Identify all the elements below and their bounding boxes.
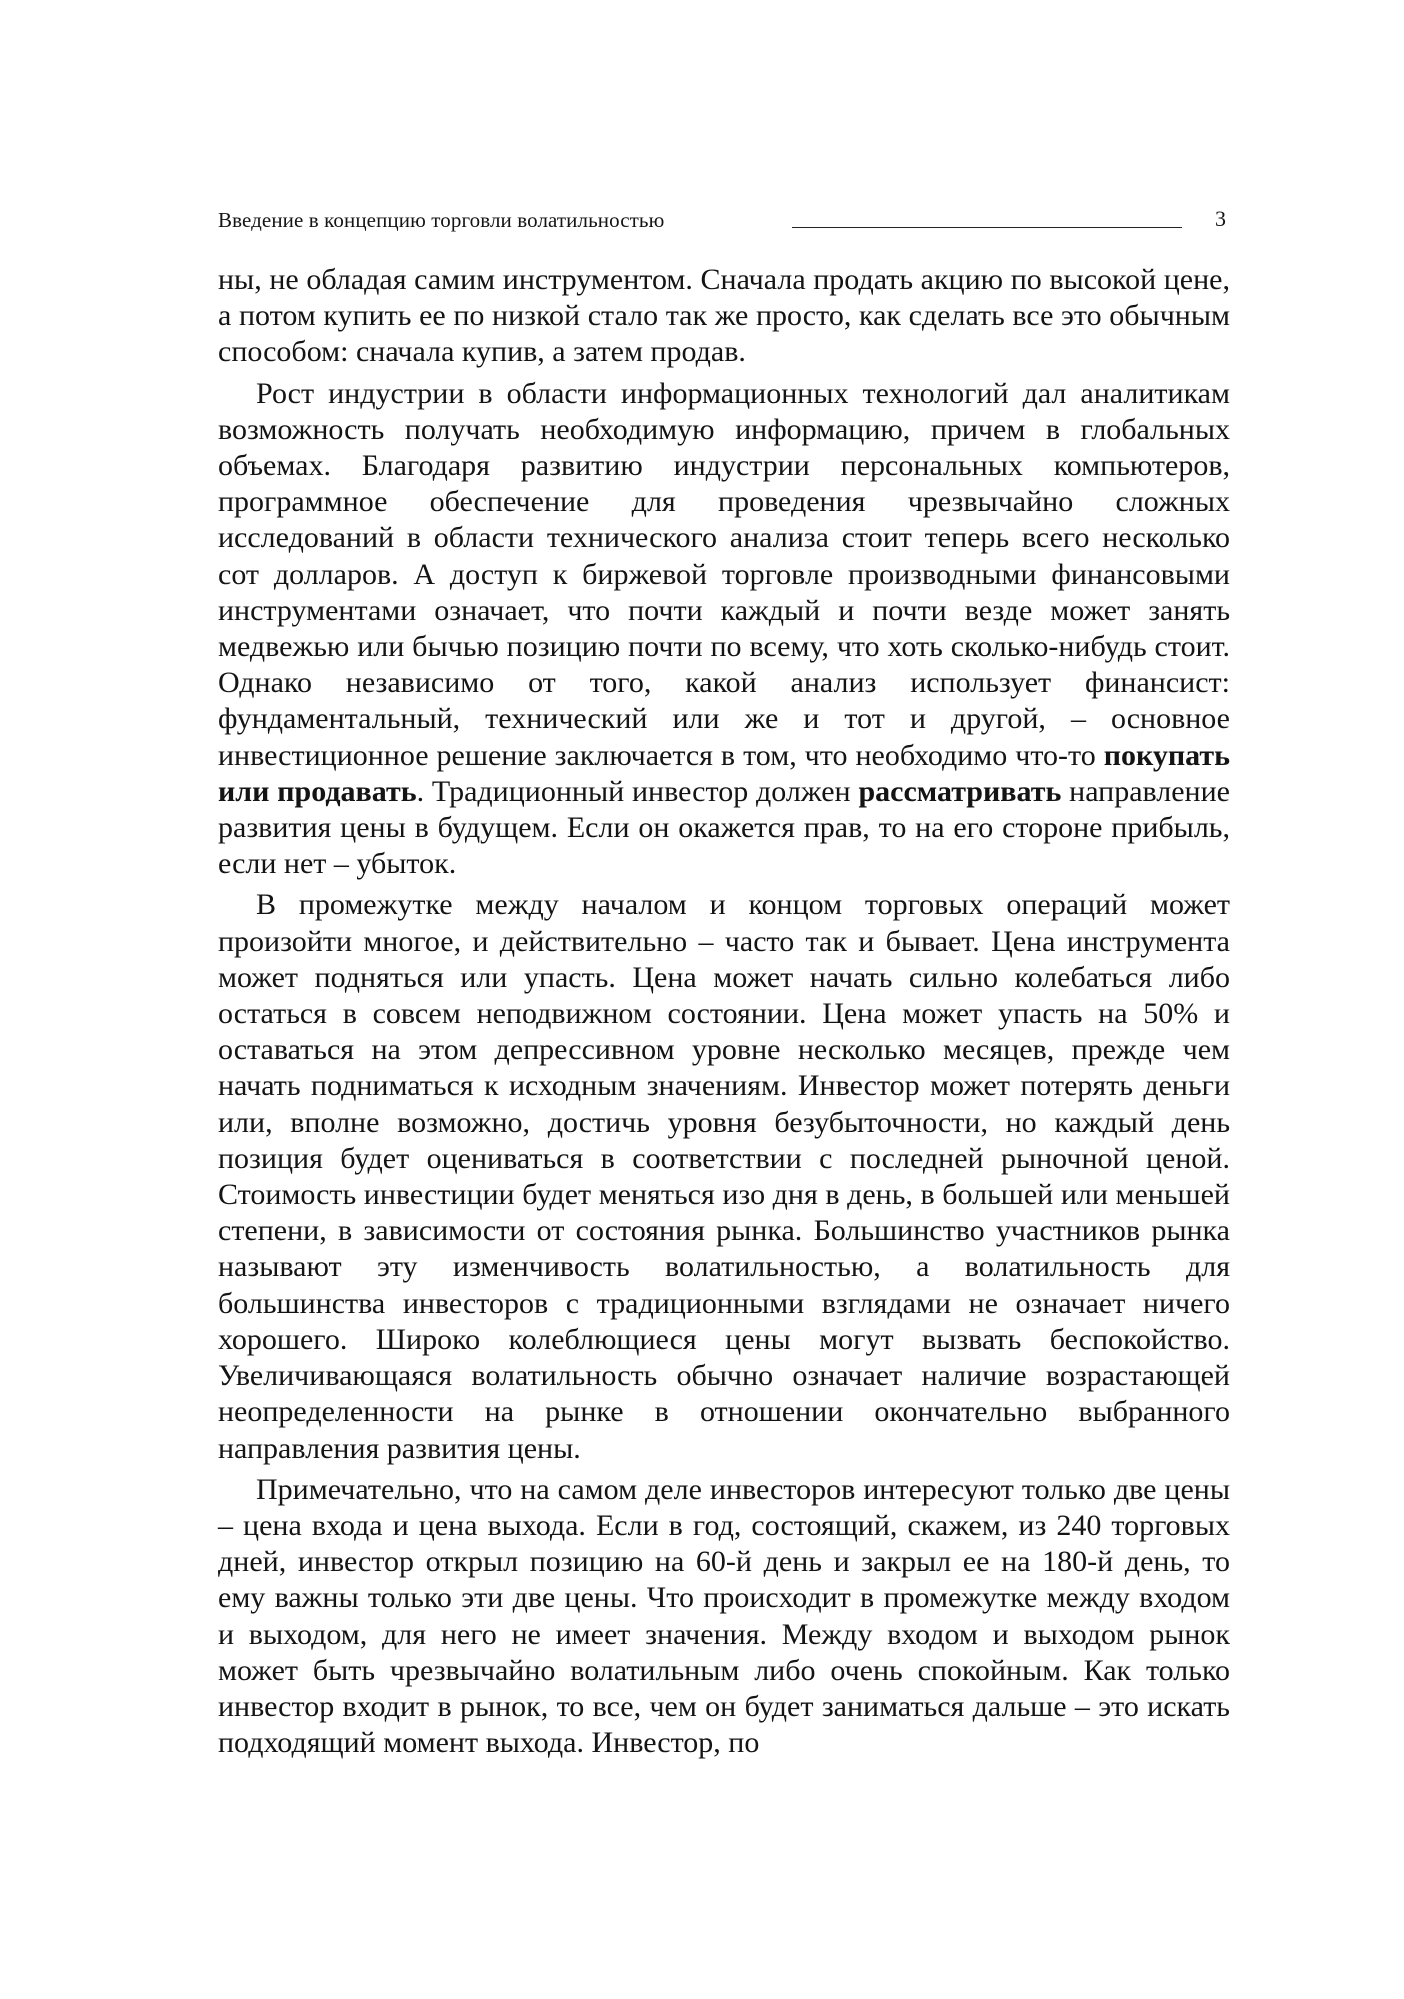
paragraph-2 [218,376,1230,883]
running-header [218,204,1230,238]
page-number: 3 [1215,206,1226,231]
paragraph-4: Примечательно, что на самом деле инвесторов интересуют только две цены – цена входа и цена выхода. Если в год, состоящий, скажем, из 240 торговых дней, инвестор открыл позицию на 60-й день и закрыл ее на 180-й день, то ему важны только эти две цены. Что происходит в промежутке между входом и выходом, для него не имеет значения. Между входом и выходом рынок может быть чрезвычайно волатильным либо очень спокойным. Как только инвестор входит в рынок, то все, чем он будет заниматься дальше – это искать подходящий момент выхода. Инвестор, по [218,1472,1230,1760]
header-rule [792,227,1182,228]
paragraph-1: ны, не обладая самим инструментом. Сначала продать акцию по высокой цене, а потом купить ее по низкой стало так же просто, как сделать все это обычным способом: сначала купив, а затем продав. [218,263,1230,369]
bold-phrase-consider: рассматривать [858,774,1062,808]
bold-phrase-buy-or-sell: покупать или продавать [218,738,1230,808]
paragraph-2-text-b: . Традиционный инвестор должен [416,774,859,808]
paragraph-2-text-a: Рост индустрии в области информационных технологий дал аналитикам возможность получать необходимую информацию, причем в глобальных объемах. Благодаря развитию индустрии персональных компьютеров, программное обеспечение для проведения чрезвычайно сложных исследований в области технического анализа стоит теперь всего несколько сот долларов. А доступ к биржевой торговле производными финансовыми инструментами означает, что почти каждый и почти везде может занять медвежью или бычью позицию почти по всему, что хоть сколько-нибудь стоит. Однако независимо от того, какой анализ использует финансист: фундаментальный, технический или же и тот и другой, – основное инвестиционное решение заключается в том, что необходимо что-то [218,376,1230,772]
paragraph-3: В промежутке между началом и концом торговых операций может произойти многое, и действительно – часто так и бывает. Цена инструмента может подняться или упасть. Цена может начать сильно колебаться либо остаться в совсем неподвижном состоянии. Цена может упасть на 50% и оставаться на этом депрессивном уровне несколько месяцев, прежде чем начать подниматься к исходным значениям. Инвестор может потерять деньги или, вполне возможно, достичь уровня безубыточности, но каждый день позиция будет оцениваться в соответствии с последней рыночной ценой. Стоимость инвестиции будет меняться изо дня в день, в большей или меньшей степени, в зависимости от состояния рынка. Большинство участников рынка называют эту изменчивость волатильностью, а волатильность для большинства инвесторов с традиционными взглядами не означает ничего хорошего. Широко колеблющиеся цены могут вызвать беспокойство. Увеличивающаяся волатильность обычно означает наличие возрастающей неопределенности на рынке в отношении окончательно выбранного направления развития цены. [218,888,1230,1465]
paragraph-2-text-c: направление развития цены в будущем. Если он окажется прав, то на его стороне прибыль, если нет – убыток. [218,774,1230,881]
body-text [218,262,1230,1761]
running-title: Введение в концепцию торговли волатильностью [218,208,665,232]
